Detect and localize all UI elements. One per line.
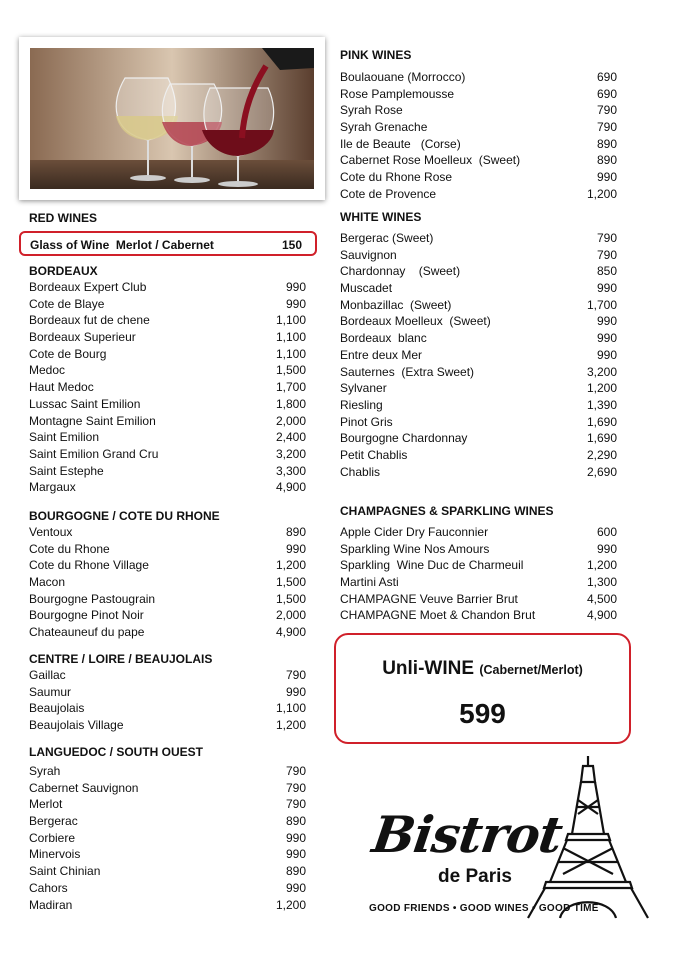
list-item: Sparkling Wine Nos Amours 990 xyxy=(340,541,617,556)
list-item: Chablis 2,690 xyxy=(340,464,617,479)
list-item: Saint Emilion 2,400 xyxy=(29,430,306,445)
list-item: Sauternes (Extra Sweet) 3,200 xyxy=(340,364,617,379)
list-item: Bergerac 890 xyxy=(29,814,306,829)
list-item: Haut Medoc 1,700 xyxy=(29,380,306,395)
list-item: Bordeaux Superieur 1,100 xyxy=(29,330,306,345)
list-item: Beaujolais 1,100 xyxy=(29,701,306,716)
languedoc-list xyxy=(29,763,306,913)
list-item: Bergerac (Sweet) 790 xyxy=(340,231,617,245)
list-item: Bordeaux Expert Club 990 xyxy=(29,280,306,294)
list-item: Apple Cider Dry Fauconnier 600 xyxy=(340,525,617,539)
list-item: Saint Chinian 890 xyxy=(29,864,306,879)
list-item: Cote du Rhone 990 xyxy=(29,541,306,556)
list-item: Sauvignon 790 xyxy=(340,247,617,262)
list-item: Saint Estephe 3,300 xyxy=(29,463,306,478)
unli-wine-box xyxy=(334,633,631,744)
logo-tagline: GOOD FRIENDS • GOOD WINES • GOOD TIME xyxy=(369,903,599,914)
red-wines-heading: RED WINES xyxy=(29,211,98,225)
centre-heading: CENTRE / LOIRE / BEAUJOLAIS xyxy=(29,652,213,666)
list-item: Beaujolais Village 1,200 xyxy=(29,718,306,733)
list-item: Cote du Rhone Village 1,200 xyxy=(29,558,306,573)
list-item: Cabernet Rose Moelleux (Sweet) 890 xyxy=(340,153,617,168)
champagnes-heading: CHAMPAGNES & SPARKLING WINES xyxy=(340,504,554,518)
list-item: Chateauneuf du pape 4,900 xyxy=(29,625,306,640)
list-item: Medoc 1,500 xyxy=(29,363,306,378)
pink-wines-list xyxy=(340,69,617,203)
list-item: Rose Pamplemousse 690 xyxy=(340,86,617,101)
list-item: Boulaouane (Morrocco) 690 xyxy=(340,70,617,84)
list-item: Sylvaner 1,200 xyxy=(340,381,617,396)
list-item: Chardonnay (Sweet) 850 xyxy=(340,264,617,279)
list-item: Minervois 990 xyxy=(29,847,306,862)
centre-list xyxy=(29,667,306,734)
list-item: Ventoux 890 xyxy=(29,525,306,539)
list-item: Gaillac 790 xyxy=(29,668,306,682)
list-item: Saint Emilion Grand Cru 3,200 xyxy=(29,446,306,461)
list-item: Cabernet Sauvignon 790 xyxy=(29,780,306,795)
list-item: Macon 1,500 xyxy=(29,575,306,590)
list-item: CHAMPAGNE Veuve Barrier Brut 4,500 xyxy=(340,591,617,606)
list-item: Bourgogne Chardonnay 1,690 xyxy=(340,431,617,446)
list-item: Cote de Blaye 990 xyxy=(29,296,306,311)
bordeaux-list xyxy=(29,279,306,496)
white-wines-heading: WHITE WINES xyxy=(340,210,422,224)
list-item: Martini Asti 1,300 xyxy=(340,575,617,590)
list-item: Syrah Grenache 790 xyxy=(340,120,617,135)
list-item: Bourgogne Pinot Noir 2,000 xyxy=(29,608,306,623)
list-item: Syrah 790 xyxy=(29,764,306,778)
glass-of-wine-price: 150 xyxy=(282,238,303,252)
white-wines-list xyxy=(340,230,617,480)
bordeaux-heading: BORDEAUX xyxy=(29,264,98,278)
list-item: Monbazillac (Sweet) 1,700 xyxy=(340,297,617,312)
list-item: Margaux 4,900 xyxy=(29,480,306,495)
list-item: Corbiere 990 xyxy=(29,830,306,845)
champagnes-list xyxy=(340,524,617,624)
unli-wine-price: 599 xyxy=(459,698,506,729)
list-item: Ile de Beaute (Corse) 890 xyxy=(340,136,617,151)
list-item: Bordeaux fut de chene 1,100 xyxy=(29,313,306,328)
list-item: Sparkling Wine Duc de Charmeuil 1,200 xyxy=(340,558,617,573)
languedoc-heading: LANGUEDOC / SOUTH OUEST xyxy=(29,745,204,759)
logo-subtitle: de Paris xyxy=(438,866,512,887)
bourgogne-heading: BOURGOGNE / COTE DU RHONE xyxy=(29,509,220,523)
list-item: Merlot 790 xyxy=(29,797,306,812)
list-item: Riesling 1,390 xyxy=(340,397,617,412)
list-item: Entre deux Mer 990 xyxy=(340,347,617,362)
list-item: Cote du Rhone Rose 990 xyxy=(340,170,617,185)
list-item: Bourgogne Pastougrain 1,500 xyxy=(29,591,306,606)
pink-wines-heading: PINK WINES xyxy=(340,48,412,62)
list-item: Muscadet 990 xyxy=(340,281,617,296)
list-item: Cote de Bourg 1,100 xyxy=(29,346,306,361)
list-item: Montagne Saint Emilion 2,000 xyxy=(29,413,306,428)
list-item: Cahors 990 xyxy=(29,880,306,895)
unli-wine-title: Unli-WINE (Cabernet/Merlot) xyxy=(382,658,583,679)
logo-brand: Bistrot xyxy=(368,805,566,864)
wine-glasses-photo xyxy=(19,37,325,200)
list-item: Lussac Saint Emilion 1,800 xyxy=(29,396,306,411)
list-item: Saumur 990 xyxy=(29,684,306,699)
list-item: CHAMPAGNE Moet & Chandon Brut 4,900 xyxy=(340,608,617,623)
list-item: Madiran 1,200 xyxy=(29,897,306,912)
list-item: Pinot Gris 1,690 xyxy=(340,414,617,429)
list-item: Petit Chablis 2,290 xyxy=(340,447,617,462)
list-item: Cote de Provence 1,200 xyxy=(340,186,617,201)
list-item: Bordeaux Moelleux (Sweet) 990 xyxy=(340,314,617,329)
list-item: Syrah Rose 790 xyxy=(340,103,617,118)
bourgogne-list xyxy=(29,524,306,641)
wine-glasses-photo-art xyxy=(30,48,314,189)
list-item: Bordeaux blanc 990 xyxy=(340,331,617,346)
glass-of-wine-box xyxy=(19,231,317,256)
glass-of-wine-label: Glass of Wine Merlot / Cabernet xyxy=(30,238,214,252)
